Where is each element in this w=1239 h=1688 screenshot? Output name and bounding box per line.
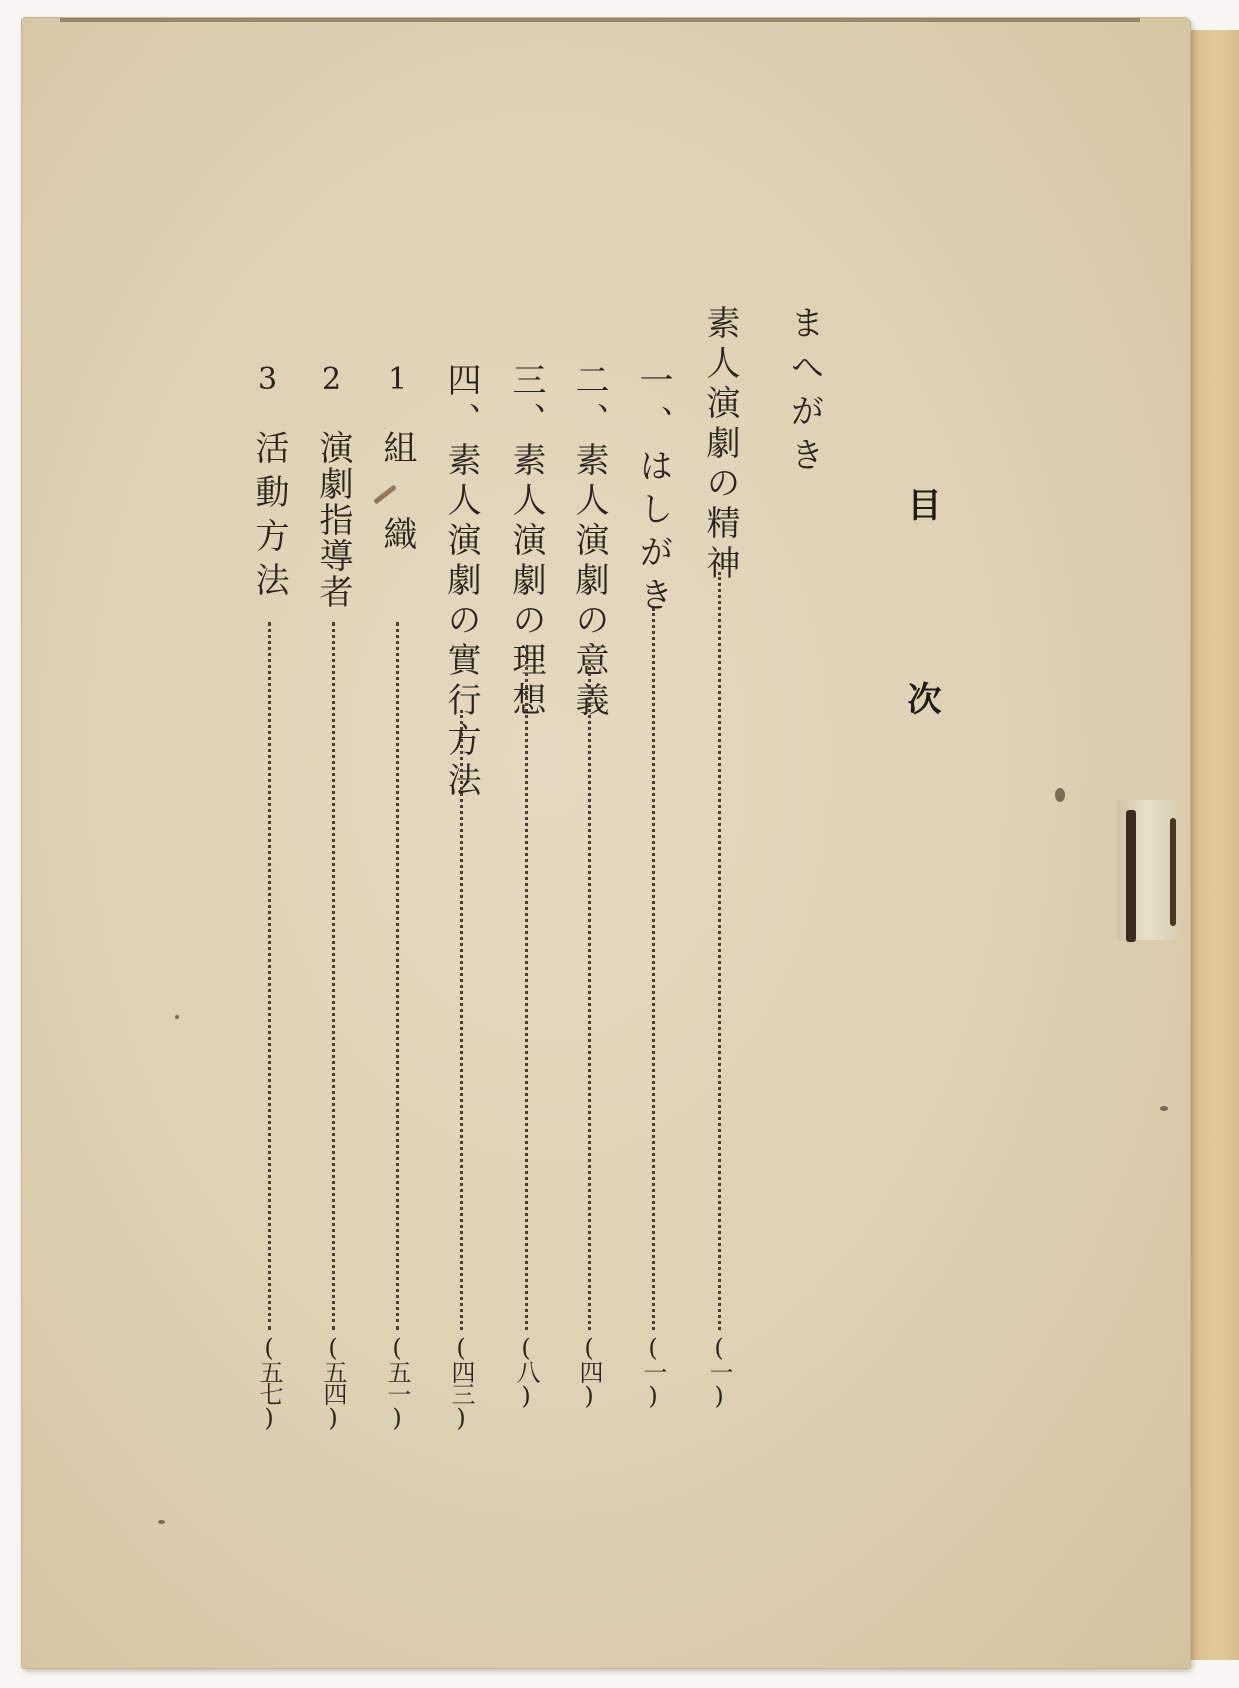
page-number: (四) [575, 1334, 603, 1408]
toc-entry-4: 四、素人演劇の實行方法 [441, 362, 481, 802]
leader-dots [652, 608, 655, 1330]
page-number: (五七) [255, 1334, 283, 1430]
toc-entry-1: 一、はしがき [633, 362, 673, 620]
page-number: (五一) [383, 1334, 411, 1430]
toc-subentry-3: 活動方法 [249, 430, 289, 606]
page-number: (一) [639, 1334, 667, 1408]
page-number: (五四) [319, 1334, 347, 1430]
toc-entry-preface: まへがき [784, 305, 824, 481]
page-number: (一) [705, 1334, 733, 1408]
sub-entry-number: 3 [258, 362, 278, 397]
toc-title: 目 次 [901, 487, 941, 775]
leader-dots [396, 622, 399, 1330]
leader-dots [268, 622, 271, 1330]
leader-dots [525, 648, 528, 1330]
leader-dots [332, 622, 335, 1330]
toc-subentry-1: 組 織 [377, 430, 417, 556]
sub-entry-number: 1 [388, 362, 408, 397]
toc-entry-spirit: 素人演劇の精神 [700, 305, 740, 585]
leader-dots [460, 710, 463, 1330]
sub-entry-number: 2 [322, 362, 342, 397]
toc-entry-2: 二、素人演劇の意義 [569, 362, 609, 722]
leader-dots [718, 572, 721, 1330]
toc-subentry-2: 演劇指導者 [313, 430, 353, 610]
leader-dots [588, 660, 591, 1330]
toc-entry-3: 三、素人演劇の理想 [506, 362, 546, 722]
page-number: (四三) [447, 1334, 475, 1430]
page-number: (八) [512, 1334, 540, 1408]
